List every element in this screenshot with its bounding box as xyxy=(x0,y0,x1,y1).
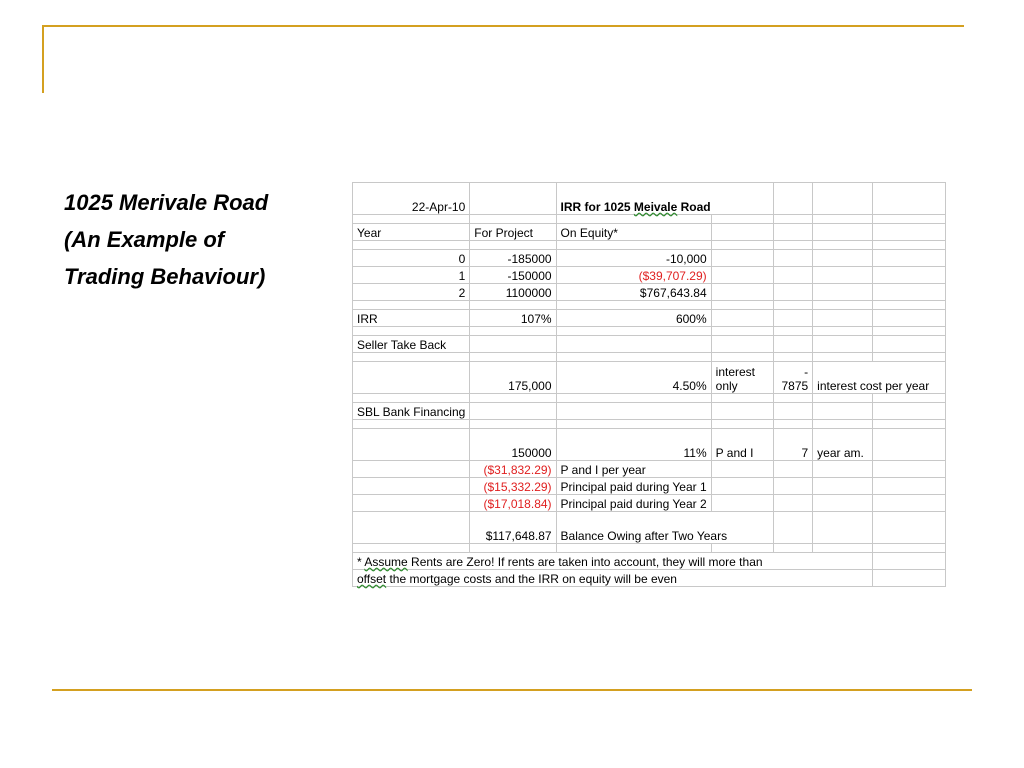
slide-title-line-1: 1025 Merivale Road xyxy=(64,190,269,215)
project-cell: 1100000 xyxy=(470,284,556,301)
slide-title xyxy=(64,184,324,295)
principal-1-label: Principal paid during Year 1 xyxy=(556,478,711,495)
note-row xyxy=(353,553,946,570)
sbl-years: 7 xyxy=(773,429,812,461)
seller-amount: 175,000 xyxy=(470,362,556,394)
equity-cell: ($39,707.29) xyxy=(556,267,711,284)
table-row xyxy=(353,394,946,403)
note-row xyxy=(353,570,946,587)
seller-cost: - 7875 xyxy=(773,362,812,394)
seller-type: interest only xyxy=(711,362,773,394)
sbl-label: SBL Bank Financing xyxy=(353,403,470,420)
seller-row xyxy=(353,362,946,394)
decorative-top-line xyxy=(42,25,964,27)
sbl-rate: 11% xyxy=(556,429,711,461)
note-line-2: offset the mortgage costs and the IRR on equity will be even xyxy=(353,570,873,587)
date-cell: 22-Apr-10 xyxy=(353,183,470,215)
col-equity-header: On Equity* xyxy=(556,224,711,241)
pay-year: ($31,832.29) xyxy=(470,461,556,478)
sbl-am: year am. xyxy=(813,429,873,461)
decorative-bottom-line xyxy=(52,689,972,691)
table-row xyxy=(353,301,946,310)
equity-cell: -10,000 xyxy=(556,250,711,267)
sbl-amount: 150000 xyxy=(470,429,556,461)
balance-label: Balance Owing after Two Years xyxy=(556,512,773,544)
note-line-1: * Assume Rents are Zero! If rents are taken into account, they will more than xyxy=(353,553,873,570)
table-row xyxy=(353,353,946,362)
irr-equity: 600% xyxy=(556,310,711,327)
decorative-vertical-line xyxy=(42,25,44,93)
col-project-header: For Project xyxy=(470,224,556,241)
col-year-header: Year xyxy=(353,224,470,241)
table-row xyxy=(353,241,946,250)
table-row xyxy=(353,420,946,429)
table-row xyxy=(353,478,946,495)
irr-label: IRR xyxy=(353,310,470,327)
table-row xyxy=(353,284,946,301)
equity-cell: $767,643.84 xyxy=(556,284,711,301)
balance: $117,648.87 xyxy=(470,512,556,544)
table-row xyxy=(353,336,946,353)
table-row xyxy=(353,495,946,512)
irr-project: 107% xyxy=(470,310,556,327)
principal-2: ($17,018.84) xyxy=(470,495,556,512)
principal-1: ($15,332.29) xyxy=(470,478,556,495)
table-row xyxy=(353,215,946,224)
table-row xyxy=(353,183,946,215)
table-row xyxy=(353,267,946,284)
spreadsheet xyxy=(352,182,946,678)
seller-cost-label: interest cost per year xyxy=(813,362,946,394)
seller-rate: 4.50% xyxy=(556,362,711,394)
seller-label: Seller Take Back xyxy=(353,336,470,353)
header-row xyxy=(353,224,946,241)
project-cell: -185000 xyxy=(470,250,556,267)
table-row xyxy=(353,544,946,553)
table-row xyxy=(353,512,946,544)
year-cell: 0 xyxy=(353,250,470,267)
sheet-heading: IRR for 1025 Meivale Road xyxy=(556,183,773,215)
table-row xyxy=(353,327,946,336)
pay-year-label: P and I per year xyxy=(556,461,711,478)
sbl-row xyxy=(353,429,946,461)
project-cell: -150000 xyxy=(470,267,556,284)
slide-title-line-2: (An Example of xyxy=(64,227,225,252)
misspelled-word: Meivale xyxy=(633,200,678,214)
year-cell: 1 xyxy=(353,267,470,284)
principal-2-label: Principal paid during Year 2 xyxy=(556,495,711,512)
table-row xyxy=(353,403,946,420)
irr-row xyxy=(353,310,946,327)
table-row xyxy=(353,250,946,267)
sbl-type: P and I xyxy=(711,429,773,461)
irr-table xyxy=(352,182,946,587)
table-row xyxy=(353,461,946,478)
year-cell: 2 xyxy=(353,284,470,301)
slide-title-line-3: Trading Behaviour) xyxy=(64,264,266,289)
